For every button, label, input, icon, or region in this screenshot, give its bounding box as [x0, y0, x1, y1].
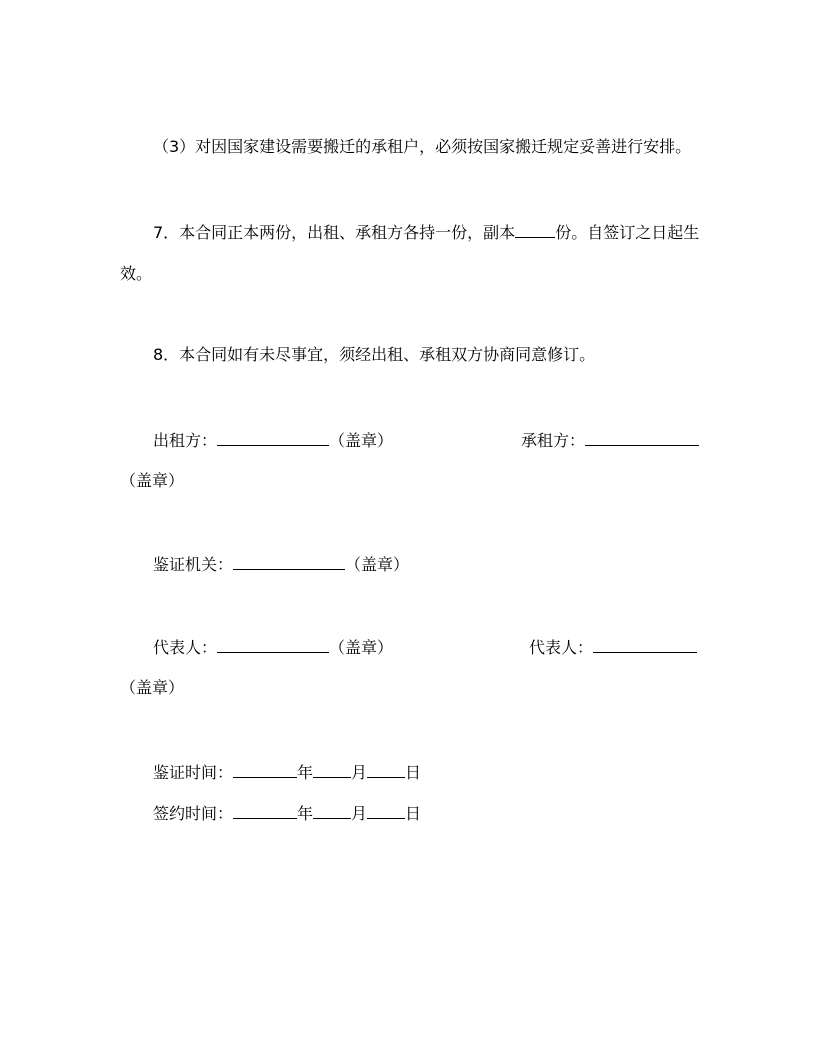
lessor-rep-blank — [217, 636, 329, 653]
notary-label: 鉴证机关： — [153, 555, 234, 574]
notary-month-blank — [313, 761, 351, 778]
notary-blank — [233, 553, 345, 570]
clause-7 — [153, 221, 699, 241]
notary-time-label: 鉴证时间： — [153, 763, 234, 782]
lessor-rep-seal: （盖章） — [329, 638, 394, 657]
lessor-label: 出租方： — [153, 431, 218, 450]
lessee-rep-label: 代表人： — [529, 638, 594, 657]
lessee-label: 承租方： — [521, 431, 586, 450]
sign-year-blank — [233, 802, 297, 819]
sign-time-line — [153, 802, 421, 822]
clause-7-text-2: 份。自签订之日起生 — [555, 223, 700, 242]
notary-line — [153, 553, 409, 573]
sign-time-label: 签约时间： — [153, 804, 234, 823]
copies-blank — [515, 221, 555, 238]
clause-8-text: 8．本合同如有未尽事宜，须经出租、承租双方协商同意修订。 — [153, 345, 596, 364]
clause-7-continued — [120, 264, 152, 284]
lessor-rep-label: 代表人： — [153, 638, 218, 657]
clause-6-3-text: （3）对因国家建设需要搬迁的承租户，必须按国家搬迁规定妥善进行安排。 — [153, 137, 692, 156]
notary-seal: （盖章） — [345, 555, 410, 574]
lessee-rep-seal-line — [120, 678, 184, 698]
lessor-rep-line — [153, 636, 393, 656]
clause-7-text-3: 效。 — [120, 264, 153, 283]
clause-8 — [153, 345, 595, 365]
notary-time-line — [153, 761, 421, 781]
lessee-seal-line — [120, 471, 184, 491]
notary-month: 月 — [351, 763, 368, 782]
lessor-line — [153, 429, 393, 449]
lessor-blank — [217, 429, 329, 446]
sign-day-blank — [367, 802, 405, 819]
sign-month-blank — [313, 802, 351, 819]
notary-day: 日 — [405, 763, 422, 782]
lessee-blank — [585, 429, 699, 446]
notary-year: 年 — [297, 763, 314, 782]
notary-day-blank — [367, 761, 405, 778]
notary-year-blank — [233, 761, 297, 778]
lessee-line — [521, 429, 699, 449]
sign-day: 日 — [405, 804, 422, 823]
sign-month: 月 — [351, 804, 368, 823]
sign-year: 年 — [297, 804, 314, 823]
lessee-rep-blank — [593, 636, 697, 653]
clause-7-text-1: 7．本合同正本两份，出租、承租方各持一份，副本 — [153, 223, 516, 242]
lessee-rep-line — [529, 636, 697, 656]
clause-6-3 — [153, 137, 691, 157]
lessee-seal: （盖章） — [120, 471, 185, 490]
lessor-seal: （盖章） — [329, 431, 394, 450]
lessee-rep-seal: （盖章） — [120, 678, 185, 697]
